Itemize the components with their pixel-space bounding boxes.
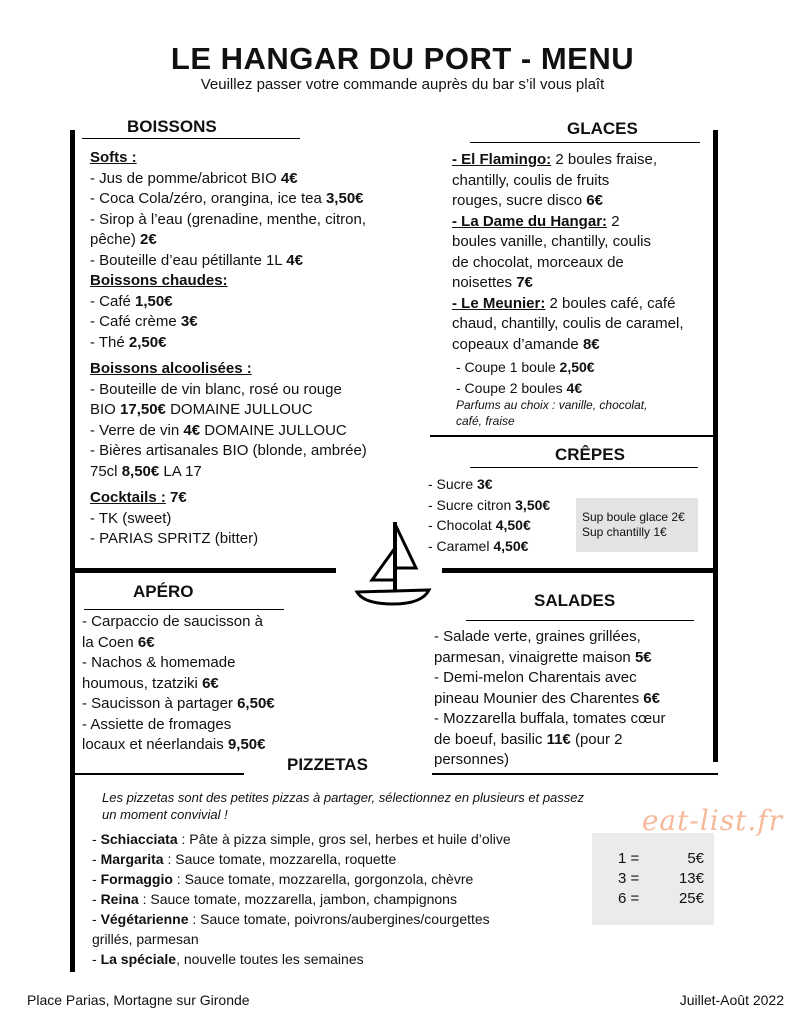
divider-crepes-left [430,435,580,437]
apero-line [82,694,342,715]
item-text: - Coupe 1 boule [456,359,560,375]
boissons-title: BOISSONS [127,117,217,136]
pizzeta-price-row [592,869,704,889]
salade-line [434,730,718,751]
alcohol-item [90,380,420,401]
crepe-item [428,536,598,557]
item-price: 2€ [140,231,157,248]
boissons-rule [82,138,300,139]
glace-line [452,253,714,274]
alcohol-item [90,400,420,421]
item-text: DOMAINE JULLOUC [165,401,313,418]
pizzeta-price-row [592,889,704,909]
salade-line [434,689,718,710]
item-text: - Jus de pomme/abricot BIO [90,169,281,187]
divider-pizzetas-right [432,773,718,775]
glace-name: - La Dame du Hangar: [452,212,608,230]
cocktail-item [90,509,420,530]
item-price: 9,50€ [227,736,266,753]
coupes-list [456,357,706,398]
item-text: parmesan, vinaigrette maison [434,648,635,666]
item-text: BIO [90,401,121,418]
parfums-line: café, fraise [456,414,515,428]
glace-price: 7€ [516,274,533,291]
glace-line [452,273,714,294]
glaces-list [452,150,714,355]
glace-price: 6€ [586,192,603,209]
pizzeta-desc: : Pâte à pizza simple, gros sel, herbes et huile d’olive [177,831,511,847]
item-text: la Coen [82,633,138,651]
price-value: 13€ [678,870,704,887]
price-value: 5€ [687,850,704,867]
pizzeta-desc: grillés, parmesan [92,931,199,947]
price-qty: 1 = [618,850,640,867]
pizzeta-item [92,949,572,969]
glace-line [452,150,714,171]
alcohol-item [90,421,420,442]
apero-line [82,612,342,633]
item-price: 4€ [566,379,583,396]
glace-line [452,232,714,253]
item-dash: - [92,851,101,867]
pizzeta-name: Végétarienne [100,911,189,927]
left-frame-bottom [70,572,75,972]
divider-pizzetas-left [72,773,244,775]
apero-title: APÉRO [133,582,194,601]
salades-title: SALADES [534,591,616,610]
item-dash: - [92,871,101,887]
coupe-item [456,378,706,399]
cocktail-item [90,529,420,550]
salade-line [434,627,718,648]
left-frame-top [70,130,75,574]
item-text: - Carpaccio de saucisson à [82,613,263,630]
apero-line [82,633,342,654]
pizzetas-intro-line: Les pizzetas sont des petites pizzas à partager, sélectionnez en plusieurs et passez [102,790,585,805]
item-price: 4,50€ [493,537,529,554]
item-price: 17,50€ [120,401,166,418]
price-qty: 3 = [618,870,640,887]
glaces-title: GLACES [567,119,638,138]
item-text: - PARIAS SPRITZ (bitter) [90,530,259,547]
glace-desc: 2 [607,212,620,230]
item-text: pineau Mounier des Charentes [434,689,644,707]
pizzeta-name: La spéciale [100,951,177,967]
pizzeta-name: Reina [100,891,139,907]
price-qty: 6 = [618,890,640,907]
apero-line [82,715,342,736]
item-text: - Verre de vin [90,421,184,439]
item-text: DOMAINE JULLOUC [200,421,347,439]
glace-desc: rouges, sucre disco [452,192,587,209]
item-text: - Bouteille de vin blanc, rosé ou rouge [90,380,342,398]
item-price: 6€ [202,674,219,692]
item-text: - Mozzarella buffala, tomates cœur [434,710,666,727]
item-text: de boeuf, basilic [434,730,547,748]
glace-line [452,191,714,212]
apero-list [82,612,342,756]
hot-drink-item [90,333,420,354]
hot-drink-item [90,292,420,313]
glace-name: - Le Meunier: [452,294,546,312]
item-price: 6€ [137,633,155,651]
glace-desc: 2 boules fraise, [551,151,658,168]
item-text: - Coca Cola/zéro, orangina, ice tea [90,190,326,207]
cocktails-price: 7€ [165,489,187,506]
pizzeta-item [92,829,572,849]
pizzeta-desc: : Sauce tomate, mozzarella, roquette [163,851,397,867]
glace-name: - El Flamingo: [452,151,552,168]
cocktails-heading: Cocktails : [90,489,166,506]
pizzeta-desc: : Sauce tomate, poivrons/aubergines/courgettes [188,911,490,927]
item-text: - Chocolat [428,517,496,533]
glace-desc: chaud, chantilly, coulis de caramel, [452,315,684,332]
item-text: - Salade verte, graines grillées, [434,628,641,645]
pizzeta-price-row [592,849,704,869]
hot-drink-item [90,312,420,333]
glace-line [452,212,714,233]
item-text: - Sucre citron [428,496,516,513]
item-price: 8,50€ [121,462,160,480]
coupe-item [456,357,706,378]
chaudes-heading: Boissons chaudes: [90,272,228,289]
crepe-item [428,474,598,495]
crepe-item [428,515,598,536]
soft-item [90,230,420,251]
pizzetas-intro [102,789,702,823]
soft-item [90,251,420,272]
item-text: - Bières artisanales BIO (blonde, ambrée) [90,442,367,459]
parfums-line: Parfums au choix : vanille, chocolat, [456,398,648,412]
item-text: - Café [90,292,136,310]
alcohol-item [90,462,420,483]
salades-list [434,627,718,771]
item-text: - Nachos & homemade [82,654,236,671]
pizzeta-item [92,869,572,889]
item-text: houmous, tzatziki [82,674,203,692]
item-text: - Caramel [428,537,494,554]
item-dash: - [92,891,101,907]
soft-item [90,169,420,190]
supplement-line: Sup chantilly 1€ [582,525,667,539]
pizzetas-intro-line: un moment convivial ! [102,807,228,822]
price-value: 25€ [678,890,704,907]
pizzeta-name: Schiacciata [100,831,178,847]
glace-line [452,314,714,335]
chaudes-list [90,292,420,354]
item-text: - Assiette de fromages [82,715,232,733]
item-price: 4€ [286,251,303,269]
glaces-rule [470,142,700,143]
item-text: 75cl [90,462,122,480]
watermark-text: eat-list.fr [641,804,783,837]
item-text: locaux et néerlandais [82,736,228,753]
item-price: 4€ [183,421,201,439]
crepes-supplements-box [576,498,698,552]
item-text: - Demi-melon Charentais avec [434,669,637,686]
salade-line [434,750,718,771]
divider-left-middle [70,568,336,573]
item-text: LA 17 [159,462,202,480]
item-price: 3€ [180,313,198,330]
pizzeta-item [92,889,572,909]
soft-item [90,189,420,210]
item-text: - Coupe 2 boules [456,379,567,396]
pizzeta-item [92,929,572,949]
crepe-item [428,495,598,516]
salade-line [434,648,718,669]
pizzetas-title: PIZZETAS [287,755,368,774]
softs-list [90,169,420,272]
cocktails-list [90,509,420,550]
pizzetas-list [92,829,572,969]
glace-line [452,335,714,356]
page-subtitle: Veuillez passer votre commande auprès du bar s’il vous plaît [200,76,605,93]
item-text: - TK (sweet) [90,509,172,527]
alcool-heading: Boissons alcoolisées : [90,360,252,377]
item-price: 1,50€ [135,292,173,310]
item-dash: - [92,951,101,967]
page-title: LE HANGAR DU PORT - MENU [170,41,635,76]
item-price: 11€ [546,730,571,748]
salade-line [434,668,718,689]
item-text: pêche) [90,231,141,248]
item-text: - Sucre [428,476,478,492]
item-price: 6,50€ [237,695,275,712]
item-text: personnes) [434,751,510,768]
item-text: - Thé [90,333,129,351]
softs-heading: Softs : [90,149,137,166]
glace-line [452,171,714,192]
item-price: 2,50€ [128,333,167,351]
item-text: - Bouteille d’eau pétillante 1L [90,251,287,269]
item-price: 3,50€ [325,190,364,207]
apero-rule [84,609,284,610]
pizzeta-desc: , nouvelle toutes les semaines [176,951,364,967]
glace-line [452,294,714,315]
salade-line [434,709,718,730]
apero-line [82,735,342,756]
item-text: - Sirop à l’eau (grenadine, menthe, citron, [90,210,366,228]
pizzeta-desc: : Sauce tomate, mozzarella, gorgonzola, chèvre [172,871,474,887]
pizzeta-name: Margarita [100,851,164,867]
supplement-line: Sup boule glace 2€ [582,510,685,524]
alcohol-item [90,441,420,462]
divider-crepes [578,435,718,437]
apero-line [82,653,342,674]
glace-desc: de chocolat, morceaux de [452,253,624,271]
soft-item [90,210,420,231]
glace-desc: noisettes [452,274,517,291]
crepes-list [428,474,598,556]
item-price: 2,50€ [559,359,595,375]
glace-price: 8€ [582,335,600,353]
footer-address: Place Parias, Mortagne sur Gironde [27,992,250,1008]
item-text: - Saucisson à partager [82,695,238,712]
glace-desc: copeaux d’amande [452,335,583,353]
alcool-list [90,380,420,483]
item-price: 3€ [477,476,493,492]
boissons-list [90,148,420,550]
item-dash: - [92,911,101,927]
item-text: (pour 2 [570,730,623,748]
glace-desc: chantilly, coulis de fruits [452,171,610,189]
crepes-rule [470,467,698,468]
divider-right-middle [442,568,718,573]
glace-desc: 2 boules café, café [545,294,676,312]
item-price: 3,50€ [515,496,551,513]
pizzeta-desc: : Sauce tomate, mozzarella, jambon, champignons [138,891,457,907]
pizzeta-name: Formaggio [100,871,173,887]
glace-desc: boules vanille, chantilly, coulis [452,233,651,250]
crepes-title: CRÊPES [555,445,625,464]
item-price: 5€ [634,648,652,666]
apero-line [82,674,342,695]
item-price: 4,50€ [495,517,531,533]
footer-date: Juillet-Août 2022 [679,992,784,1008]
item-dash: - [92,831,101,847]
pizzeta-item [92,909,572,929]
item-text: - Café crème [90,313,181,330]
parfums-text [456,397,706,429]
item-price: 6€ [643,689,660,707]
item-price: 4€ [280,169,298,187]
pizzeta-item [92,849,572,869]
pizzetas-price-box [592,833,714,925]
salades-rule [466,620,694,621]
